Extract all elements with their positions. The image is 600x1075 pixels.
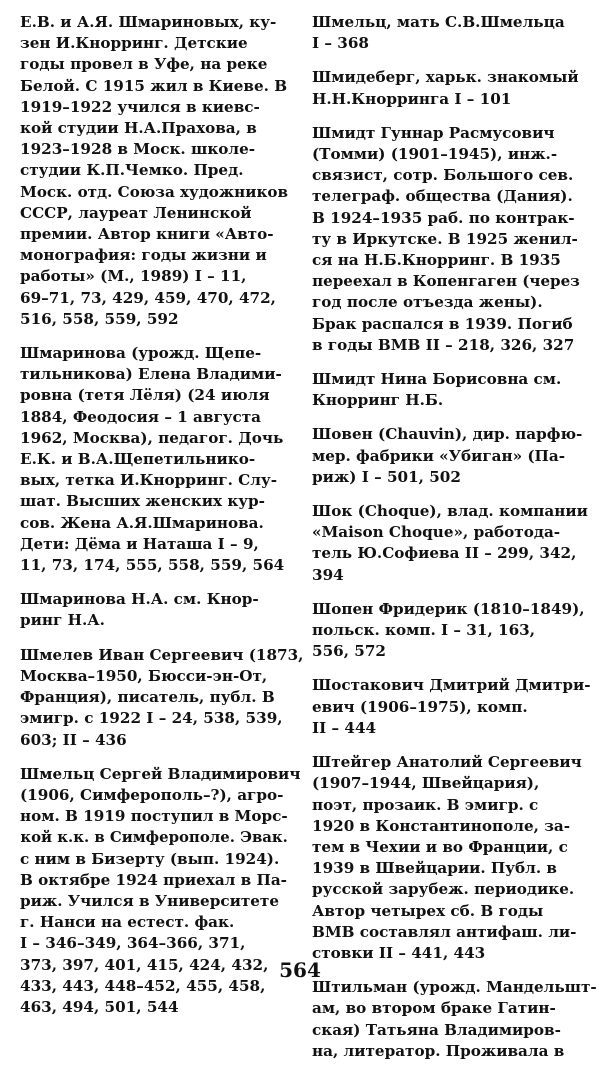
index-column-left bbox=[20, 12, 304, 1031]
entry-line: телеграф. общества (Дания). bbox=[312, 187, 573, 206]
entry-line: Кнорринг Н.Б. bbox=[312, 391, 444, 410]
entry-line: В 1924–1935 раб. по контрак- bbox=[312, 208, 575, 227]
entry-line: Франция), писатель, публ. В bbox=[20, 688, 275, 707]
entry-line: работы» (М., 1989) I – 11, bbox=[20, 267, 247, 286]
entry-line: ВМВ составлял антифаш. ли- bbox=[312, 922, 577, 941]
entry-line: стовки II – 441, 443 bbox=[312, 943, 486, 962]
entry-line: 433, 443, 448–452, 455, 458, bbox=[20, 976, 266, 995]
entry-line: I – 368 bbox=[312, 34, 369, 53]
entry-line: Автор четырех сб. В годы bbox=[312, 901, 544, 920]
entry-line: Шостакович Дмитрий Дмитри- bbox=[312, 676, 591, 695]
entry-line: 1923–1928 в Моск. школе- bbox=[20, 140, 256, 159]
entry-line: 69–71, 73, 429, 459, 470, 472, bbox=[20, 288, 276, 307]
entry-line: ном. В 1919 поступил в Морс- bbox=[20, 807, 288, 826]
entry-line: польск. комп. I – 31, 163, bbox=[312, 621, 536, 640]
entry-line: русской зарубеж. периодике. bbox=[312, 880, 575, 899]
index-entry bbox=[312, 369, 580, 411]
index-entry bbox=[20, 12, 288, 330]
entry-line: Дети: Дёма и Наташа I – 9, bbox=[20, 534, 259, 553]
entry-line: 1962, Москва), педагог. Дочь bbox=[20, 428, 284, 447]
index-entry bbox=[20, 589, 288, 631]
entry-line: 394 bbox=[312, 565, 344, 584]
entry-line: Шмидт Нина Борисовна см. bbox=[312, 370, 562, 389]
entry-line: Штильман (урожд. Мандельшт- bbox=[312, 978, 597, 997]
entry-line: СССР, лауреат Ленинской bbox=[20, 203, 252, 222]
index-entry bbox=[312, 501, 588, 586]
entry-line: сов. Жена А.Я.Шмаринова. bbox=[20, 513, 264, 532]
entry-line: 1884, Феодосия – 1 августа bbox=[20, 407, 261, 426]
entry-line: (1906, Симферополь–?), агро- bbox=[20, 785, 284, 804]
entry-line: Шмелев Иван Сергеевич (1873, bbox=[20, 645, 304, 664]
entry-line: Е.К. и В.А.Щепетильнико- bbox=[20, 450, 256, 469]
entry-line: Шмидеберг, харьк. знакомый bbox=[312, 68, 579, 87]
entry-line: Штейгер Анатолий Сергеевич bbox=[312, 753, 582, 772]
entry-line: ам, во втором браке Гатин- bbox=[312, 999, 556, 1018]
entry-line: евич (1906–1975), комп. bbox=[312, 697, 528, 716]
entry-line: вых, тетка И.Кнорринг. Слу- bbox=[20, 471, 278, 490]
entry-line: монография: годы жизни и bbox=[20, 246, 267, 265]
entry-line: Шопен Фридерик (1810–1849), bbox=[312, 599, 585, 618]
entry-line: 373, 397, 401, 415, 424, 432, bbox=[20, 955, 269, 974]
entry-line: Шмельц, мать С.В.Шмельца bbox=[312, 13, 565, 31]
entry-line: студии К.П.Чемко. Пред. bbox=[20, 161, 244, 180]
entry-line: тем в Чехии и во Франции, с bbox=[312, 837, 568, 856]
entry-line: ринг Н.А. bbox=[20, 611, 105, 630]
entry-line: II – 444 bbox=[312, 718, 377, 737]
entry-line: ская) Татьяна Владимиров- bbox=[312, 1020, 561, 1039]
entry-line: Н.Н.Кнорринга I – 101 bbox=[312, 89, 512, 108]
index-entry bbox=[20, 645, 304, 751]
entry-line: поэт, прозаик. В эмигр. с bbox=[312, 795, 539, 814]
entry-line: кой к.к. в Симферополе. Эвак. bbox=[20, 828, 288, 847]
entry-line: шат. Высших женских кур- bbox=[20, 492, 265, 511]
entry-line: 463, 494, 501, 544 bbox=[20, 997, 179, 1016]
entry-line: переехал в Копенгаген (через bbox=[312, 272, 580, 291]
entry-line: ся на Н.Б.Кнорринг. В 1935 bbox=[312, 251, 561, 270]
entry-line: (1907–1944, Швейцария), bbox=[312, 774, 540, 793]
entry-line: в годы ВМВ II – 218, 326, 327 bbox=[312, 335, 575, 354]
entry-line: Е.В. и А.Я. Шмариновых, ку- bbox=[20, 13, 277, 31]
entry-line: годы провел в Уфе, на реке bbox=[20, 55, 268, 74]
index-entry bbox=[312, 12, 580, 54]
entry-line: Шмаринова (урожд. Щепе- bbox=[20, 344, 262, 363]
entry-line: Москва–1950, Бюсси-эн-От, bbox=[20, 666, 268, 685]
entry-line: (Томми) (1901–1945), инж.- bbox=[312, 145, 558, 164]
index-column-right bbox=[312, 12, 597, 1075]
entry-line: Белой. С 1915 жил в Киеве. В bbox=[20, 76, 288, 95]
entry-line: В октябре 1924 приехал в Па- bbox=[20, 870, 287, 889]
entry-line: риж. Учился в Университете bbox=[20, 891, 280, 910]
entry-line: с ним в Бизерту (вып. 1924). bbox=[20, 849, 280, 868]
entry-line: «Maison Choque», работода- bbox=[312, 523, 561, 542]
entry-line: зен И.Кнорринг. Детские bbox=[20, 34, 248, 53]
entry-line: тель Ю.Софиева II – 299, 342, bbox=[312, 544, 577, 563]
entry-line: 556, 572 bbox=[312, 642, 386, 661]
index-entry bbox=[20, 343, 288, 576]
entry-line: ту в Иркутске. В 1925 женил- bbox=[312, 229, 578, 248]
entry-line: 1939 в Швейцарии. Публ. в bbox=[312, 859, 557, 878]
index-entry bbox=[312, 675, 591, 739]
entry-line: тильникова) Елена Владими- bbox=[20, 365, 282, 384]
entry-line: год после отъезда жены). bbox=[312, 293, 543, 312]
entry-line: ровна (тетя Лёля) (24 июля bbox=[20, 386, 270, 405]
entry-line: 603; II – 436 bbox=[20, 730, 127, 749]
index-entry bbox=[312, 977, 597, 1062]
entry-line: г. Нанси на естест. фак. bbox=[20, 913, 235, 932]
index-entry bbox=[312, 424, 583, 488]
entry-line: мер. фабрики «Убиган» (Па- bbox=[312, 446, 566, 465]
entry-line: кой студии Н.А.Прахова, в bbox=[20, 119, 257, 138]
entry-line: Брак распался в 1939. Погиб bbox=[312, 314, 573, 333]
entry-line: 11, 73, 174, 555, 558, 559, 564 bbox=[20, 556, 285, 575]
entry-line: Шмидт Гуннар Расмусович bbox=[312, 123, 555, 142]
entry-line: 1919–1922 учился в киевс- bbox=[20, 97, 260, 116]
entry-line: эмигр. с 1922 I – 24, 538, 539, bbox=[20, 709, 283, 728]
entry-line: Моск. отд. Союза художников bbox=[20, 182, 288, 201]
entry-line: Шмаринова Н.А. см. Кнор- bbox=[20, 590, 259, 609]
entry-line: Шок (Choque), влад. компании bbox=[312, 502, 588, 521]
entry-line: Шовен (Chauvin), дир. парфю- bbox=[312, 425, 583, 444]
entry-line: 516, 558, 559, 592 bbox=[20, 309, 179, 328]
entry-line: I – 346–349, 364–366, 371, bbox=[20, 934, 246, 953]
index-entry bbox=[312, 752, 580, 964]
index-entry bbox=[312, 67, 580, 109]
index-entry bbox=[312, 599, 585, 663]
entry-line: на, литератор. Проживала в bbox=[312, 1041, 565, 1060]
entry-line: риж) I – 501, 502 bbox=[312, 467, 461, 486]
entry-line: Шмельц Сергей Владимирович bbox=[20, 764, 301, 783]
entry-line: связист, сотр. Большого сев. bbox=[312, 166, 574, 185]
entry-line: премии. Автор книги «Авто- bbox=[20, 225, 274, 244]
entry-line: 1920 в Константинополе, за- bbox=[312, 816, 571, 835]
page-number: 564 bbox=[279, 958, 321, 982]
index-entry bbox=[312, 123, 580, 356]
